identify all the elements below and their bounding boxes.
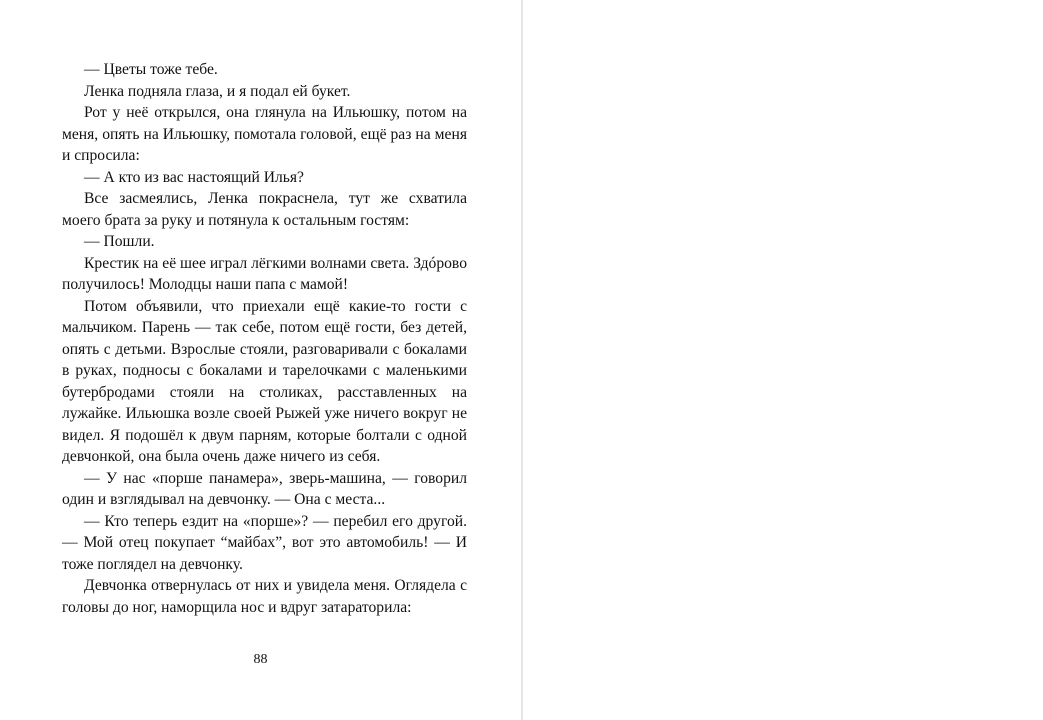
- paragraph: Потом объявили, что приехали ещё какие-то гости с мальчиком. Парень — так себе, потом ещё гости, без детей, опять с детьми. Взрослые стояли, разговаривали с бокалами в руках, подносы с бокалами и тарелочками с маленькими бутербродами стояли на столиках, расставленных на лужайке. Ильюшка возле своей Рыжей уже ничего вокруг не видел. Я подошёл к двум парням, которые болтали с одной девчонкой, она была очень даже ничего из себя.: [62, 297, 467, 465]
- paragraph: — Цветы тоже тебе.: [84, 61, 218, 78]
- paragraph: — Пошли.: [84, 233, 155, 250]
- paragraph: Рот у неё открылся, она глянула на Ильюшку, потом на меня, опять на Ильюшку, помотала головой, ещё раз на меня и спросила:: [62, 104, 467, 164]
- page-text: [62, 59, 467, 618]
- right-page: [523, 0, 1043, 720]
- paragraph: — А кто из вас настоящий Илья?: [84, 168, 304, 186]
- paragraph: Ленка подняла глаза, и я подал ей букет.: [84, 82, 351, 100]
- paragraph: — Кто теперь ездит на «порше»? — перебил его другой. — Мой отец покупает “майбах”, вот это автомобиль! — И тоже поглядел на девчонку.: [62, 512, 467, 573]
- paragraph: Все засмеялись, Ленка покраснела, тут же схватила моего брата за руку и потянула к остальным гостям:: [62, 190, 467, 229]
- left-page: [0, 0, 521, 720]
- paragraph: — У нас «порше панамера», зверь-машина, — говорил один и взглядывал на девчонку. — Она с места...: [62, 469, 467, 508]
- page-number: 88: [253, 652, 268, 667]
- paragraph: Девчонка отвернулась от них и увидела меня. Оглядела с головы до ног, наморщила нос и вдруг затараторила:: [62, 577, 467, 616]
- paragraph: Крестик на её шее играл лёгкими волнами света. Здóрово получилось! Молодцы наши папа с мамой!: [62, 254, 467, 293]
